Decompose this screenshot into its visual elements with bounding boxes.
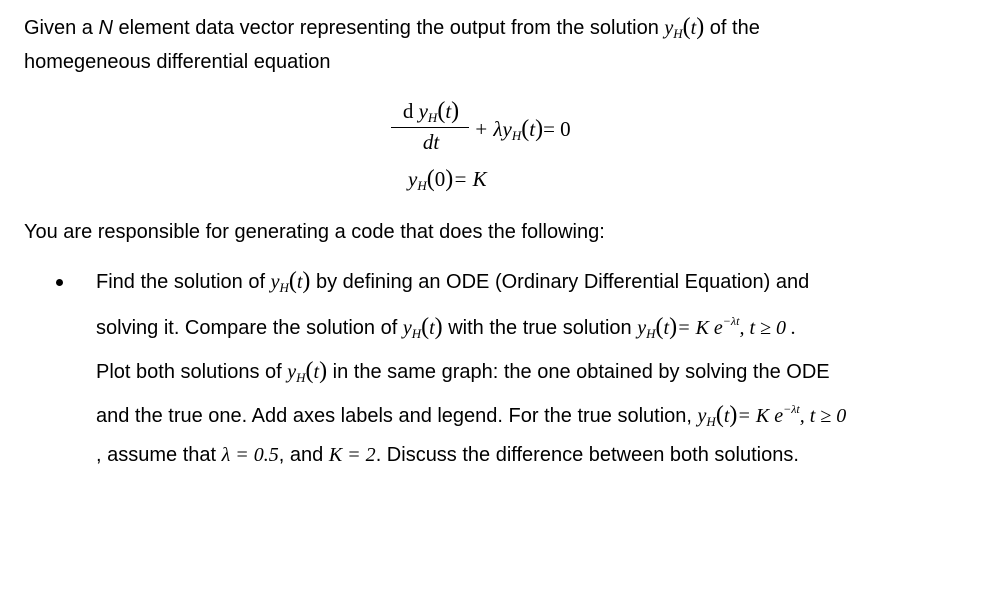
math-yh: $y_H(t)$: [270, 268, 311, 295]
equation-rest: + $\lambda y_H(t)= 0$: [474, 116, 571, 143]
initial-condition: $y_H(0)= K$: [408, 166, 487, 193]
intro-math-yh: $y_H(t)$: [664, 14, 705, 41]
fraction-numerator: d $y_H(t)$: [402, 98, 460, 125]
intro-line-2: homegeneous differential equation: [24, 51, 331, 73]
bullet-line-4: and the true one. Add axes labels and legend. For the true solution, $y_H(t)= K$ $e^{-\lambda t}$, t ≥ 0: [96, 402, 847, 429]
bullet-line-3: Plot both solutions of $y_H(t)$ in the same graph: the one obtained by solving the ODE: [96, 358, 830, 385]
intro-line-1: [24, 14, 760, 42]
intro-text-b: element data vector representing the output from the solution: [112, 17, 665, 39]
derivative-fraction: [393, 95, 469, 156]
lambda-value: λ = 0.5: [221, 444, 279, 466]
intro-text-c: of the: [704, 17, 760, 39]
math-yh: $y_H(t)$: [402, 314, 443, 341]
math-true-solution: $y_H(t)= K$ $e^{-\lambda t}$, t ≥ 0 .: [637, 314, 796, 341]
bullet-line-1: Find the solution of $y_H(t)$ by defining an ODE (Ordinary Differential Equation) and: [96, 268, 810, 295]
intro-N: N: [98, 17, 113, 39]
bullet-line-5: , assume that λ = 0.5, and K = 2. Discuss the difference between both solutions.: [96, 444, 799, 466]
math-true-solution: $y_H(t)= K$ $e^{-\lambda t}$, t ≥ 0: [697, 402, 847, 429]
bullet-dot: [56, 279, 63, 286]
intro-text-a: Given a: [24, 17, 99, 39]
math-yh: $y_H(t)$: [287, 358, 328, 385]
fraction-denominator: dt: [422, 130, 440, 154]
task-heading: You are responsible for generating a code that does the following:: [24, 221, 605, 243]
K-value: K = 2: [328, 444, 376, 466]
bullet-line-2: solving it. Compare the solution of $y_H(t)$ with the true solution $y_H(t)= K$ $e^{-\lambda t}$, t ≥ 0 .: [96, 314, 796, 341]
